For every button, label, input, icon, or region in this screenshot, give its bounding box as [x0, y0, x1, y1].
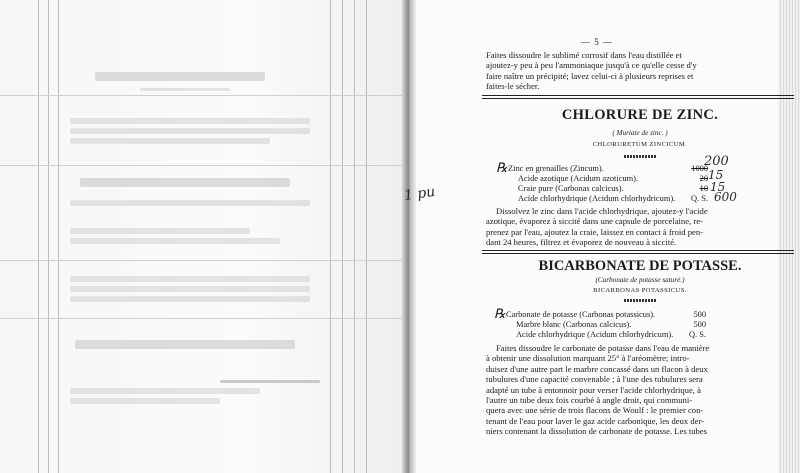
- text-line: tenant de l'eau pour laver le gaz acide carbonique, les deux der-: [486, 415, 705, 426]
- zinc-ingredient-row: [518, 174, 708, 184]
- potasse-ingredient-row: [516, 330, 706, 340]
- handwritten-quantity: 200: [704, 154, 729, 169]
- book-gutter: [402, 0, 416, 473]
- potasse-instructions: [486, 343, 709, 437]
- text-line: niers contenant la dissolution de carbonate de potasse. Les tubes: [486, 426, 707, 437]
- ornament-divider: [624, 155, 656, 158]
- page-edge: [778, 0, 800, 473]
- handwritten-margin-note: 1 pu: [403, 183, 437, 205]
- intro-line: faites-le sécher.: [486, 81, 540, 92]
- handwritten-quantity: 15: [710, 180, 726, 194]
- ingredient-label: Acide azotique (Acidum azoticum).: [518, 174, 638, 183]
- ingredient-quantity: 20: [699, 174, 708, 183]
- potasse-title: BICARBONATE DE POTASSE.: [538, 258, 742, 274]
- section-divider: [482, 250, 794, 254]
- ingredient-quantity: 10: [699, 184, 708, 193]
- text-line: l'autre un tube deux fois courbé à angle droit, qui communi-: [486, 395, 693, 406]
- text-line: à obtenir une dissolution marquant 25° à l'aréomètre; intro-: [486, 353, 690, 364]
- ingredient-quantity: Q. S.: [689, 330, 706, 339]
- ingredient-quantity: 1000: [691, 164, 708, 173]
- potasse-subtitle: (Carbonate de potasse saturé.): [595, 276, 685, 284]
- text-line: adapté un tube à entonnoir pour verser l'acide chlorhydrique, à: [486, 384, 701, 395]
- page-number: — 5 —: [581, 37, 613, 47]
- text-line: dant 24 heures, filtrez et évaporez de nouveau à siccité.: [486, 237, 677, 248]
- ingredient-label: Zinc en grenailles (Zincum).: [508, 164, 604, 173]
- ingredient-label: Acide chlorhydrique (Acidum chlorhydricum).: [516, 330, 674, 339]
- text-line: quera avec une série de trois flacons de Woulf : le premier con-: [486, 405, 704, 416]
- text-line: azotique, évaporez à siccité dans une capsule de porcelaine, re-: [486, 216, 703, 227]
- zinc-ingredient-row: [518, 194, 708, 204]
- zinc-latin-name: CHLORURETUM ZINCICUM.: [592, 141, 688, 148]
- intro-line: Faites dissoudre le sublimé corrosif dans l'eau distillée et: [486, 50, 682, 60]
- ornament-divider: [624, 299, 656, 302]
- intro-line: faire naître un précipité; lavez celui-ci à plusieurs reprises et: [486, 70, 694, 81]
- ingredient-label: Craie pure (Carbonas calcicus).: [518, 184, 624, 193]
- potasse-latin-name: BICARBONAS POTASSICUS.: [593, 287, 687, 294]
- ingredient-quantity: 500: [693, 320, 706, 329]
- text-line: prenez par l'eau, ajoutez la craie, laissez en contact à froid pen-: [486, 226, 703, 237]
- zinc-title: CHLORURE DE ZINC.: [561, 107, 719, 123]
- recipe-symbol: ℞: [496, 160, 508, 175]
- text-line: Faites dissoudre le carbonate de potasse dans l'eau de manière: [496, 343, 710, 353]
- zinc-ingredient-row: [508, 164, 708, 174]
- section-divider: [482, 95, 794, 99]
- right-page: [403, 0, 800, 473]
- ingredient-label: Marbre blanc (Carbonas calcicus).: [516, 320, 632, 329]
- potasse-ingredient-row: [506, 310, 706, 320]
- text-line: Dissolvez le zinc dans l'acide chlorhydrique, ajoutez-y l'acide: [496, 206, 708, 216]
- zinc-ingredient-row: [518, 184, 708, 194]
- ingredient-quantity: Q. S.: [691, 194, 708, 203]
- handwritten-quantity: 600: [714, 190, 737, 204]
- zinc-subtitle: ( Muriate de zinc. ): [612, 129, 668, 137]
- intro-line: ajoutez-y peu à peu l'ammoniaque jusqu'à ce qu'elle cesse d'y: [486, 60, 697, 71]
- zinc-instructions: [486, 206, 708, 248]
- ingredient-label: Acide chlorhydrique (Acidum chlorhydricum).: [518, 194, 676, 203]
- ingredient-quantity: 500: [693, 310, 706, 319]
- intro-paragraph: [486, 50, 697, 92]
- recipe-symbol: ℞: [494, 306, 506, 321]
- ingredient-label: Carbonate de potasse (Carbonas potassicus).: [506, 310, 656, 319]
- text-line: duisez d'une autre part le marbre concassé dans un flacon à deux: [486, 363, 708, 374]
- potasse-ingredient-row: [516, 320, 706, 330]
- handwritten-quantity: 15: [708, 168, 724, 182]
- text-line: tubulures d'une capacité convenable ; à l'une des tubulures sera: [486, 374, 703, 385]
